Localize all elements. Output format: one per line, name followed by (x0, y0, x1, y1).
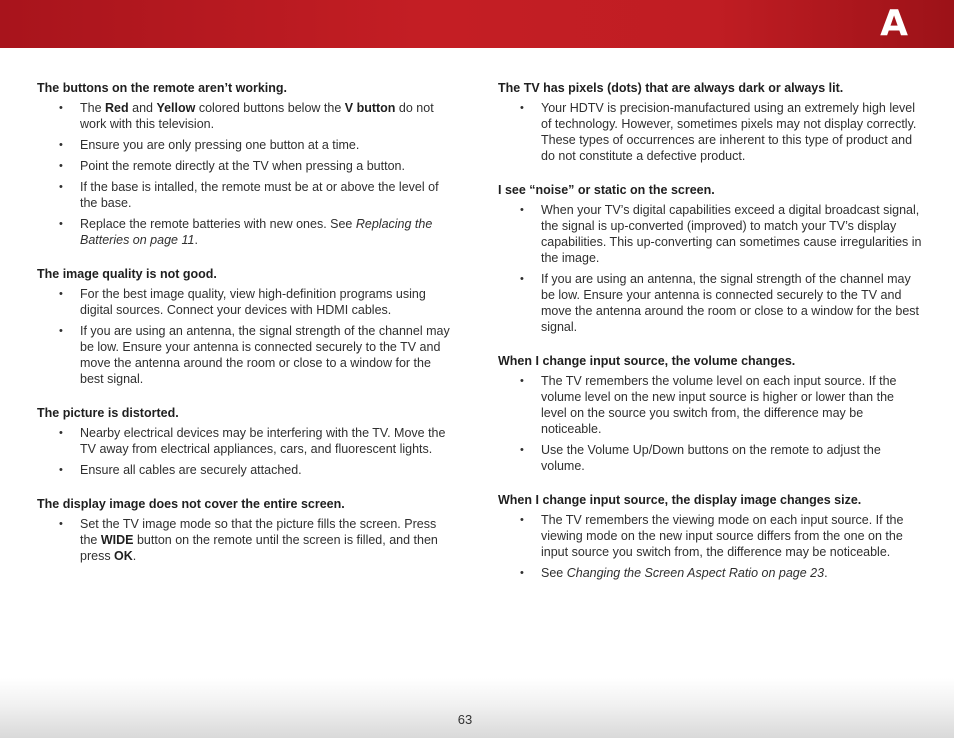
section-remote (37, 80, 457, 248)
section-heading: The image quality is not good. (37, 267, 217, 281)
bullet-icon: • (59, 518, 63, 530)
bullet-icon: • (59, 464, 63, 476)
section-heading: The display image does not cover the entire screen. (37, 497, 345, 511)
bullet-list (498, 373, 923, 474)
bullet-list (37, 425, 457, 478)
list-item: • Ensure you are only pressing one button at a time. (59, 138, 360, 152)
bullet-icon: • (520, 273, 524, 285)
list-item: • If the base is intalled, the remote must be at or above the level of the base. (59, 180, 439, 210)
appendix-letter: A (880, 3, 908, 44)
cross-reference-link[interactable]: Changing the Screen Aspect Ratio on page 23 (566, 566, 825, 580)
section-heading: The picture is distorted. (37, 406, 179, 420)
bullet-icon: • (59, 102, 63, 114)
bullet-list (498, 202, 923, 335)
section-heading: When I change input source, the display image changes size. (498, 493, 862, 507)
list-item: • The Red and Yellow colored buttons below the V button do not work with this television. (59, 101, 434, 131)
section-heading: I see “noise” or static on the screen. (498, 183, 715, 197)
section-pixels (498, 80, 923, 164)
list-item: • Replace the remote batteries with new ones. See Replacing the Batteries on page 11. (59, 217, 433, 247)
header-bar (0, 0, 954, 48)
bullet-list (37, 100, 457, 248)
bullet-icon: • (520, 375, 524, 387)
bullet-icon: • (59, 427, 63, 439)
bullet-icon: • (520, 514, 524, 526)
bullet-icon: • (59, 139, 63, 151)
list-item: • If you are using an antenna, the signal strength of the channel may be low. Ensure your antenna is connected securely to the TV and move the antenna around the room or close to a window for the best signal. (59, 324, 450, 386)
bullet-list (37, 516, 457, 564)
footer-bar (0, 678, 954, 738)
bullet-icon: • (59, 325, 63, 337)
bullet-list (498, 100, 923, 164)
section-distorted (37, 405, 457, 478)
list-item: • Ensure all cables are securely attached. (59, 463, 302, 477)
section-heading: The buttons on the remote aren’t working. (37, 81, 288, 95)
list-item: • Nearby electrical devices may be interfering with the TV. Move the TV away from electrical appliances, cars, and fluorescent lights. (59, 426, 446, 456)
section-heading: The TV has pixels (dots) that are always dark or always lit. (498, 81, 844, 95)
section-noise (498, 182, 923, 335)
section-screen-cover (37, 496, 457, 564)
bullet-icon: • (59, 160, 63, 172)
bullet-icon: • (520, 444, 524, 456)
list-item: • The TV remembers the viewing mode on each input source. If the viewing mode on the new input source differs from the one on the input source you switch from, the difference may be noticeable. (520, 513, 904, 559)
left-column (37, 80, 457, 582)
page-number: 63 (457, 712, 473, 727)
list-item: • The TV remembers the volume level on each input source. If the volume level on the new input source is higher or lower than the level on the source you switch from, the difference may be noticeable. (520, 374, 897, 436)
list-item: • Your HDTV is precision-manufactured using an extremely high level of technology. However, sometimes pixels may not display correctly. These types of occurrences are inherent to this type of product and do not constitute a defective product. (520, 101, 917, 163)
bullet-icon: • (520, 102, 524, 114)
bullet-icon: • (59, 181, 63, 193)
section-image-quality (37, 266, 457, 387)
list-item: • Use the Volume Up/Down buttons on the remote to adjust the volume. (520, 443, 881, 473)
bullet-list (37, 286, 457, 387)
list-item: • For the best image quality, view high-definition programs using digital sources. Connect your devices with HDMI cables. (59, 287, 426, 317)
bullet-list (498, 512, 923, 581)
right-column (498, 80, 923, 599)
list-item: • Point the remote directly at the TV when pressing a button. (59, 159, 405, 173)
cross-reference-link[interactable]: Replacing the Batteries on page 11 (80, 217, 433, 247)
bullet-icon: • (59, 218, 63, 230)
list-item: • See Changing the Screen Aspect Ratio on page 23. (520, 566, 828, 580)
list-item: • If you are using an antenna, the signal strength of the channel may be low. Ensure your antenna is connected securely to the TV and move the antenna around the room or close to a window for the best signal. (520, 272, 920, 334)
section-image-size (498, 492, 923, 581)
bullet-icon: • (59, 288, 63, 300)
bullet-icon: • (520, 204, 524, 216)
list-item: • When your TV’s digital capabilities exceed a digital broadcast signal, the signal is up-converted (improved) to match your TV’s display capabilities. This up-converting can sometimes cause irregularities in the image. (520, 203, 922, 265)
section-volume (498, 353, 923, 474)
list-item: • Set the TV image mode so that the picture fills the screen. Press the WIDE button on the remote until the screen is filled, and then press OK. (59, 517, 438, 563)
section-heading: When I change input source, the volume changes. (498, 354, 796, 368)
bullet-icon: • (520, 567, 524, 579)
